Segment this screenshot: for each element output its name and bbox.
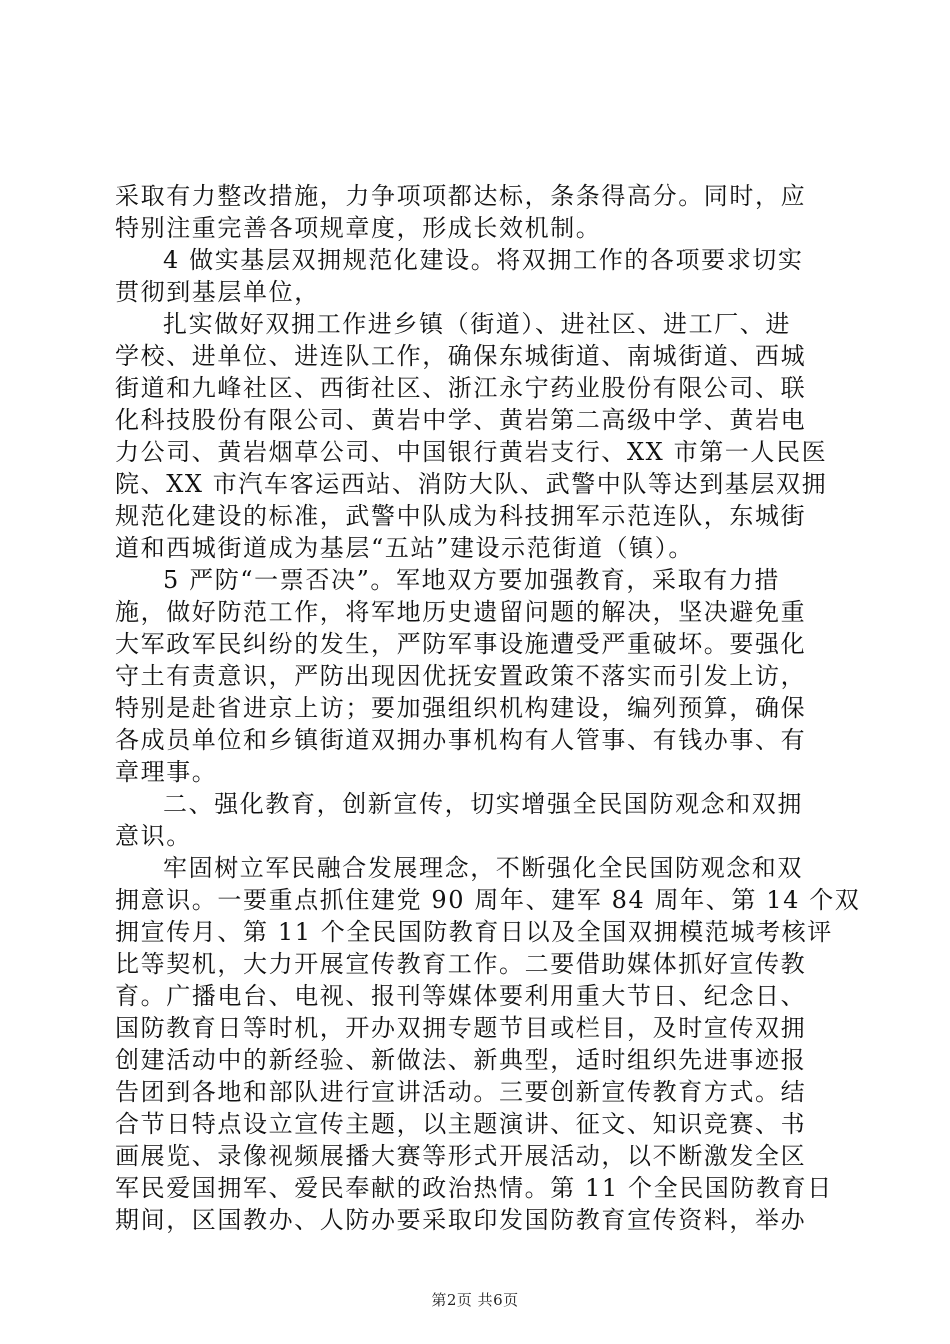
text-line: 大军政军民纠纷的发生，严防军事设施遭受严重破坏。要强化: [115, 630, 807, 658]
text-line: 期间，区国教办、人防办要采取印发国防教育宣传资料，举办: [115, 1206, 807, 1234]
text-line: 采取有力整改措施，力争项项都达标，条条得高分。同时，应: [115, 182, 807, 210]
text-line: 施，做好防范工作，将军地历史遗留问题的解决，坚决避免重: [115, 598, 807, 626]
text-line: 学校、进单位、进连队工作，确保东城街道、南城街道、西城: [115, 342, 807, 370]
text-line: 比等契机，大力开展宣传教育工作。二要借助媒体抓好宣传教: [115, 950, 807, 978]
section-heading-cont: 意识。: [115, 822, 192, 850]
text-line: 国防教育日等时机，开办双拥专题节目或栏目，及时宣传双拥: [115, 1014, 807, 1042]
text-line: 创建活动中的新经验、新做法、新典型，适时组织先进事迹报: [115, 1046, 807, 1074]
text-line: 贯彻到基层单位，: [115, 278, 320, 306]
text-line: 守土有责意识，严防出现因优抚安置政策不落实而引发上访，: [115, 662, 807, 690]
paragraph-start: 牢固树立军民融合发展理念，不断强化全民国防观念和双: [163, 854, 803, 882]
text-line: 拥意识。一要重点抓住建党 90 周年、建军 84 周年、第 14 个双: [115, 886, 861, 914]
text-line: 特别注重完善各项规章度，形成长效机制。: [115, 214, 602, 242]
text-line: 告团到各地和部队进行宣讲活动。三要创新宣传教育方式。结: [115, 1078, 807, 1106]
text-line: 育。广播电台、电视、报刊等媒体要利用重大节日、纪念日、: [115, 982, 807, 1010]
text-line: 章理事。: [115, 758, 218, 786]
section-heading: 二、强化教育，创新宣传，切实增强全民国防观念和双拥: [163, 790, 803, 818]
text-line: 军民爱国拥军、爱民奉献的政治热情。第 11 个全民国防教育日: [115, 1174, 833, 1202]
text-line: 各成员单位和乡镇街道双拥办事机构有人管事、有钱办事、有: [115, 726, 807, 754]
paragraph-start: 扎实做好双拥工作进乡镇（街道）、进社区、进工厂、进: [163, 310, 791, 338]
paragraph-start: 5 严防“一票否决”。军地双方要加强教育，采取有力措: [163, 566, 781, 594]
text-line: 街道和九峰社区、西街社区、浙江永宁药业股份有限公司、联: [115, 374, 807, 402]
text-line: 合节日特点设立宣传主题，以主题演讲、征文、知识竞赛、书: [115, 1110, 807, 1138]
text-line: 化科技股份有限公司、黄岩中学、黄岩第二高级中学、黄岩电: [115, 406, 807, 434]
page-number-footer: 第2页 共6页: [431, 1291, 519, 1309]
text-line: 院、XX 市汽车客运西站、消防大队、武警中队等达到基层双拥: [115, 470, 828, 498]
text-line: 规范化建设的标准，武警中队成为科技拥军示范连队，东城街: [115, 502, 807, 530]
text-line: 力公司、黄岩烟草公司、中国银行黄岩支行、XX 市第一人民医: [115, 438, 828, 466]
text-line: 特别是赴省进京上访；要加强组织机构建设，编列预算，确保: [115, 694, 807, 722]
text-line: 拥宣传月、第 11 个全民国防教育日以及全国双拥模范城考核评: [115, 918, 833, 946]
paragraph-start: 4 做实基层双拥规范化建设。将双拥工作的各项要求切实: [163, 246, 804, 274]
text-line: 道和西城街道成为基层“五站”建设示范街道（镇）。: [115, 534, 694, 562]
text-line: 画展览、录像视频展播大赛等形式开展活动，以不断激发全区: [115, 1142, 807, 1170]
